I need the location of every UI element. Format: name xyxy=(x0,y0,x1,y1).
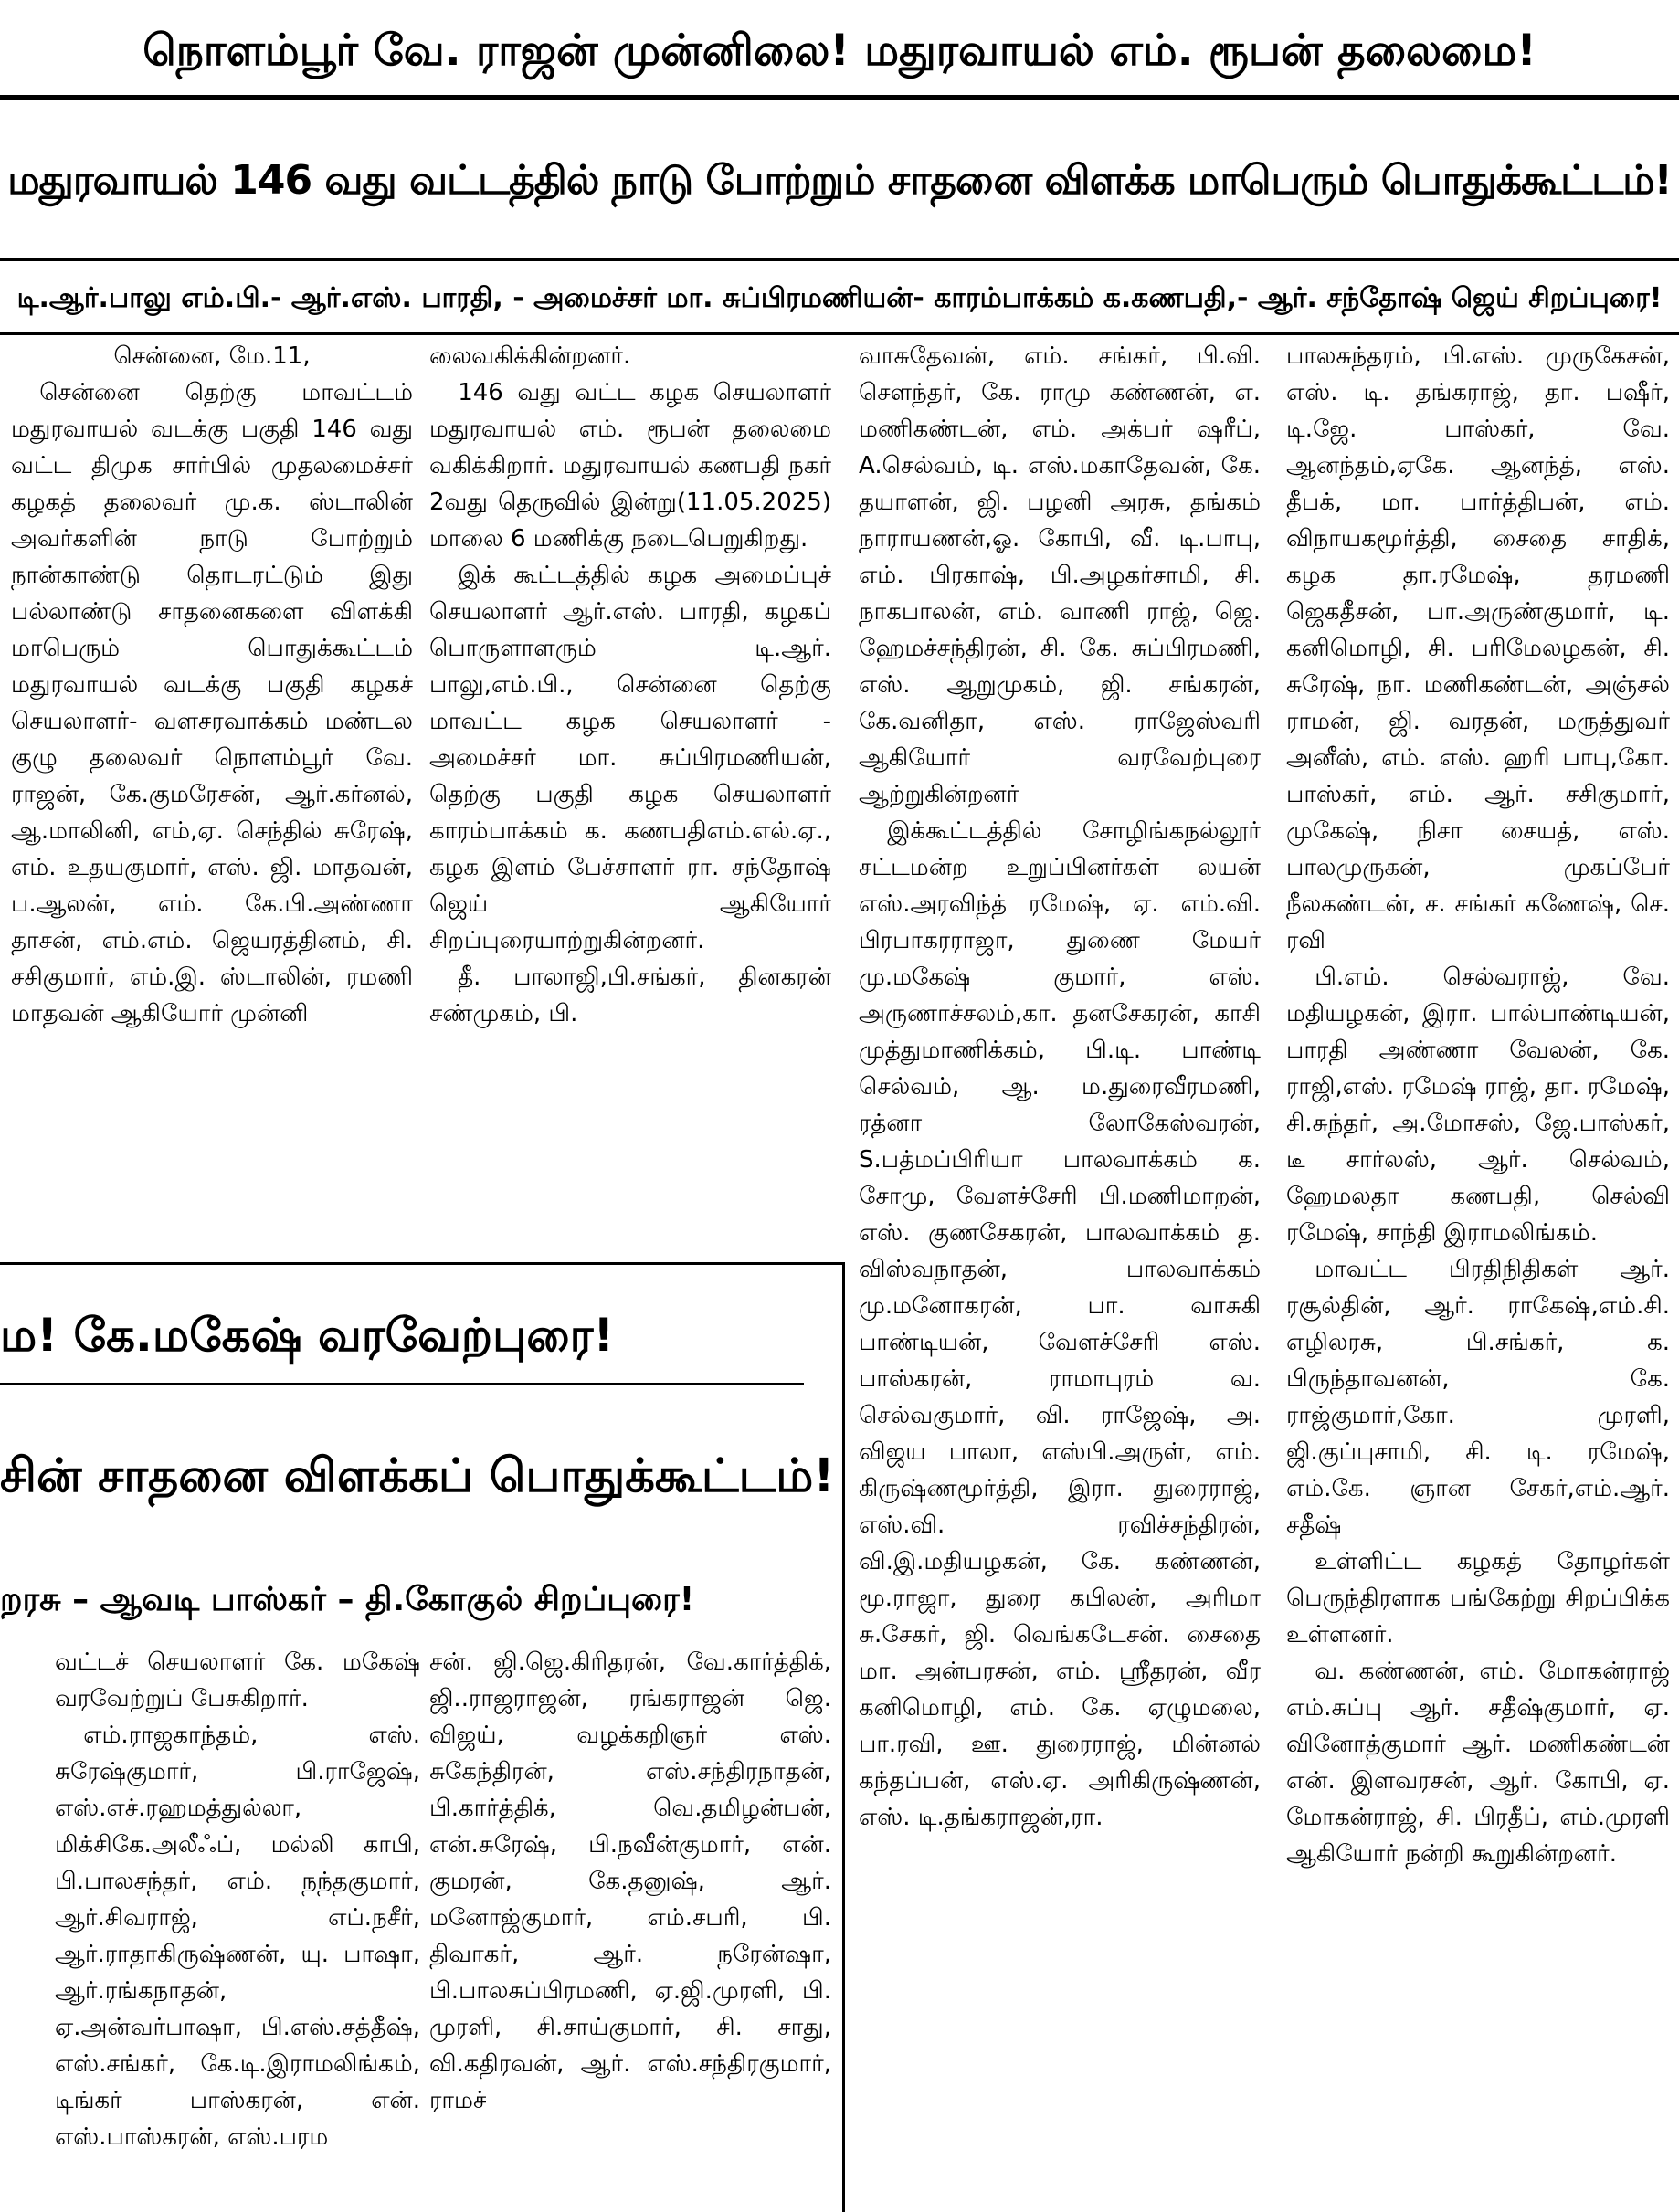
article-column-1 xyxy=(11,338,413,1251)
article-column-3 xyxy=(859,338,1261,2201)
headline-sub: டி.ஆர்.பாலு எம்.பி.- ஆர்.எஸ். பாரதி, - அமைச்சர் மா. சுப்பிரமணியன்- காரம்பாக்கம் க.கணபதி,- ஆர். சந்தோஷ் ஜெய் சிறப்புரை! xyxy=(16,282,1663,314)
headline-main: மதுரவாயல் 146 வது வட்டத்தில் நாடு போற்றும் சாதனை விளக்க மாபெரும் பொதுக்கூட்டம்! xyxy=(7,157,1672,204)
box-headline-1: ம! கே.மகேஷ் வரவேற்புரை! xyxy=(0,1309,615,1362)
column-paragraph: உள்ளிட்ட கழகத் தோழர்கள் பெருந்திரளாக பங்கேற்று சிறப்பிக்க உள்ளனர். xyxy=(1286,1548,1670,1648)
column-paragraph: பாலசுந்தரம், பி.எஸ். முருகேசன், எஸ். டி. தங்கராஜ், தா. பஷீர், டி.ஜே. பாஸ்கர், வே. ஆனந்தம்,ஏகே. ஆனந்த், எஸ். தீபக், மா. பார்த்திபன், எம். விநாயகமூர்த்தி, சைதை சாதிக், கழக தா.ரமேஷ், தரமணி ஜெகதீசன், பா.அருண்குமார், டி. கனிமொழி, சி. பரிமேலழகன், சி. சுரேஷ், நா. மணிகண்டன், அஞ்சல் ராமன், ஜி. வரதன், மருத்துவர் அனீஸ், எம். எஸ். ஹரி பாபு,கோ. பாஸ்கர், எம். ஆர். சசிகுமார், முகேஷ், நிசா சையத், எஸ். பாலமுருகன், முகப்பேர் நீலகண்டன், ச. சங்கர் கணேஷ், செ. ரவி xyxy=(1286,342,1670,954)
column-paragraph: இக் கூட்டத்தில் கழக அமைப்புச் செயலாளர் ஆர்.எஸ். பாரதி, கழகப் பொருளாளரும் டி.ஆர். பாலு,எம்.பி., சென்னை தெற்கு மாவட்ட கழக செயலாளர் - அமைச்சர் மா. சுப்பிரமணியன், தெற்கு பகுதி கழக செயலாளர் காரம்பாக்கம் க. கணபதிஎம்.எல்.ஏ., கழக இளம் பேச்சாளர் ரா. சந்தோஷ் ஜெய் ஆகியோர் சிறப்புரையாற்றுகின்றனர். xyxy=(429,562,831,954)
column-paragraph: சன். ஜி.ஜெ.கிரிதரன், வே.கார்த்திக், ஜி..ராஜராஜன், ரங்கராஜன் ஜெ. விஜய், வழக்கறிஞர் எஸ். சுகேந்திரன், எஸ்.சந்திரநாதன், பி.கார்த்திக், வெ.தமிழன்பன், என்.சுரேஷ், பி.நவீன்குமார், என். குமரன், கே.தனுஷ், ஆர். மனோஜ்குமார், எம்.சபரி, பி. திவாகர், ஆர். நரேன்ஷா, பி.பாலசுப்பிரமணி, ஏ.ஜி.முரளி, பி. முரளி, சி.சாய்குமார், சி. சாது, வி.கதிரவன், ஆர். எஸ்.சந்திரகுமார், ராமச் xyxy=(429,1648,831,2114)
column-paragraph: பி.எம். செல்வராஜ், வே. மதியழகன், இரா. பால்பாண்டியன், பாரதி அண்ணா வேலன், கே. ராஜி,எஸ். ரமேஷ் ராஜ், தா. ரமேஷ், சி.சுந்தர், அ.மோசஸ், ஜே.பாஸ்கர், டீ சார்லஸ், ஆர். செல்வம், ஹேமலதா கணபதி, செல்வி ரமேஷ், சாந்தி இராமலிங்கம். xyxy=(1286,964,1670,1247)
article-column-2 xyxy=(429,338,831,1233)
rule-mid xyxy=(0,258,1679,261)
column-paragraph: 146 வது வட்ட கழக செயலாளர் மதுரவாயல் எம். ரூபன் தலைமை வகிக்கிறார். மதுரவாயல் கணபதி நகர் 2வது தெருவில் இன்று(11.05.2025) மாலை 6 மணிக்கு நடைபெறுகிறது. xyxy=(429,379,831,553)
column-paragraph: வ. கண்ணன், எம். மோகன்ராஜ் எம்.சுப்பு ஆர். சதீஷ்குமார், ஏ. வினோத்குமார் ஆர். மணிகண்டன் என். இளவரசன், ஆர். கோபி, ஏ. மோகன்ராஜ், சி. பிரதீப், எம்.முரளி ஆகியோர் நன்றி கூறுகின்றனர். xyxy=(1286,1658,1670,1868)
article-column-4 xyxy=(1286,338,1670,2201)
column-paragraph: லைவகிக்கின்றனர். xyxy=(429,342,631,370)
column-paragraph: சென்னை தெற்கு மாவட்டம் மதுரவாயல் வடக்கு பகுதி 146 வது வட்ட திமுக சார்பில் முதலமைச்சர் கழகத் தலைவர் மு.க. ஸ்டாலின் அவர்களின் நாடு போற்றும் நான்காண்டு தொடரட்டும் இது பல்லாண்டு சாதனைகளை விளக்கி மாபெரும் பொதுக்கூட்டம் மதுரவாயல் வடக்கு பகுதி கழகச் செயலாளர்- வளசரவாக்கம் மண்டல குழு தலைவர் நொளம்பூர் வே. ராஜன், கே.குமரேசன், ஆர்.கர்னல், ஆ.மாலினி, எம்,ஏ. செந்தில் சுரேஷ், எம். உதயகுமார், எஸ். ஜி. மாதவன், ப.ஆலன், எம். கே.பி.அண்ணா தாசன், எம்.எம். ஜெயரத்தினம், சி. சசிகுமார், எம்.இ. ஸ்டாலின், ரமணி மாதவன் ஆகியோர் முன்னி xyxy=(11,379,413,1027)
column-paragraph: வாசுதேவன், எம். சங்கர், பி.வி. சௌந்தர், கே. ராமு கண்ணன், எ. மணிகண்டன், எம். அக்பர் ஷரீப், A.செல்வம், டி. எஸ்.மகாதேவன், கே. தயாளன், ஜி. பழனி அரசு, தங்கம் நாராயணன்,ஓ. கோபி, வீ. டி.பாபு, எம். பிரகாஷ், பி.அழகர்சாமி, சி. நாகபாலன், எம். வாணி ராஜ், ஜெ. ஹேமச்சந்திரன், சி. கே. சுப்பிரமணி, எஸ். ஆறுமுகம், ஜி. சங்கரன், கே.வனிதா, எஸ். ராஜேஸ்வரி ஆகியோர் வரவேற்புரை ஆற்றுகின்றனர் xyxy=(859,342,1261,808)
headline-top: நொளம்பூர் வே. ராஜன் முன்னிலை! மதுரவாயல் எம். ரூபன் தலைமை! xyxy=(143,26,1536,76)
box-headline-3: றரசு – ஆவடி பாஸ்கர் – தி.கோகுல் சிறப்புரை! xyxy=(0,1581,695,1618)
box-rule-mid xyxy=(0,1383,804,1385)
rule-sub xyxy=(0,332,1679,335)
box-headline-2: சின் சாதனை விளக்கப் பொதுக்கூட்டம்! xyxy=(0,1449,835,1503)
column-paragraph: எம்.ராஜகாந்தம், எஸ். சுரேஷ்குமார், பி.ராஜேஷ், எஸ்.எச்.ரஹமத்துல்லா, மிக்சிகே.அலீஃப், மல்லி காபி, பி.பாலசந்தர், எம். நந்தகுமார், ஆர்.சிவராஜ், எப்.நசீர், ஆர்.ராதாகிருஷ்ணன், யு. பாஷா, ஆர்.ரங்கநாதன், ஏ.அன்வர்பாஷா, பி.எஸ்.சத்தீஷ், எஸ்.சங்கர், கே.டி.இராமலிங்கம், டிங்கர் பாஸ்கரன், என். எஸ்.பாஸ்கரன், எஸ்.பரம xyxy=(55,1722,420,2151)
column-paragraph: தீ. பாலாஜி,பி.சங்கர், தினகரன் சண்முகம், பி. xyxy=(429,964,831,1027)
column-paragraph: மாவட்ட பிரதிநிதிகள் ஆர். ரசூல்தின், ஆர். ராகேஷ்,எம்.சி. எழிலரசு, பி.சங்கர், க. பிருந்தாவனன், கே. ராஜ்குமார்,கோ. முரளி, ஜி.குப்புசாமி, சி. டி. ரமேஷ், எம்.கே. ஞான சேகர்,எம்.ஆர். சதீஷ் xyxy=(1286,1256,1670,1539)
article-column-5 xyxy=(55,1644,420,2210)
column-paragraph: சென்னை, மே.11, xyxy=(113,342,311,370)
article-column-6 xyxy=(429,1644,831,2210)
column-paragraph: வட்டச் செயலாளர் கே. மகேஷ் வரவேற்றுப் பேசுகிறார். xyxy=(55,1648,420,1712)
column-paragraph: இக்கூட்டத்தில் சோழிங்கநல்லூர் சட்டமன்ற உறுப்பினர்கள் லயன் எஸ்.அரவிந்த் ரமேஷ், ஏ. எம்.வி. பிரபாகரராஜா, துணை மேயர் மு.மகேஷ் குமார், எஸ். அருணாச்சலம்,கா. தனசேகரன், காசி முத்துமாணிக்கம், பி.டி. பாண்டி செல்வம், ஆ. ம.துரைவீரமணி, ரத்னா லோகேஸ்வரன், S.பத்மப்பிரியா பாலவாக்கம் க. சோமு, வேளச்சேரி பி.மணிமாறன், எஸ். குணசேகரன், பாலவாக்கம் த. விஸ்வநாதன், பாலவாக்கம் மு.மனோகரன், பா. வாசுகி பாண்டியன், வேளச்சேரி எஸ். பாஸ்கரன், ராமாபுரம் வ. செல்வகுமார், வி. ராஜேஷ், அ. விஜய பாலா, எஸ்பி.அருள், எம். கிருஷ்ணமூர்த்தி, இரா. துரைராஜ், எஸ்.வி. ரவிச்சந்திரன், வி.இ.மதியழகன், கே. கண்ணன், மூ.ராஜா, துரை கபிலன், அரிமா சு.சேகர், ஜி. வெங்கடேசன். சைதை மா. அன்பரசன், எம். ஸ்ரீதரன், வீர கனிமொழி, எம். கே. ஏழுமலை, பா.ரவி, ஊ. துரைராஜ், மின்னல் கந்தப்பன், எஸ்.ஏ. அரிகிருஷ்ணன், எஸ். டி.தங்கராஜன்,ரா. xyxy=(859,817,1261,1831)
second-article-header xyxy=(0,1262,845,1646)
rule-top xyxy=(0,95,1679,100)
